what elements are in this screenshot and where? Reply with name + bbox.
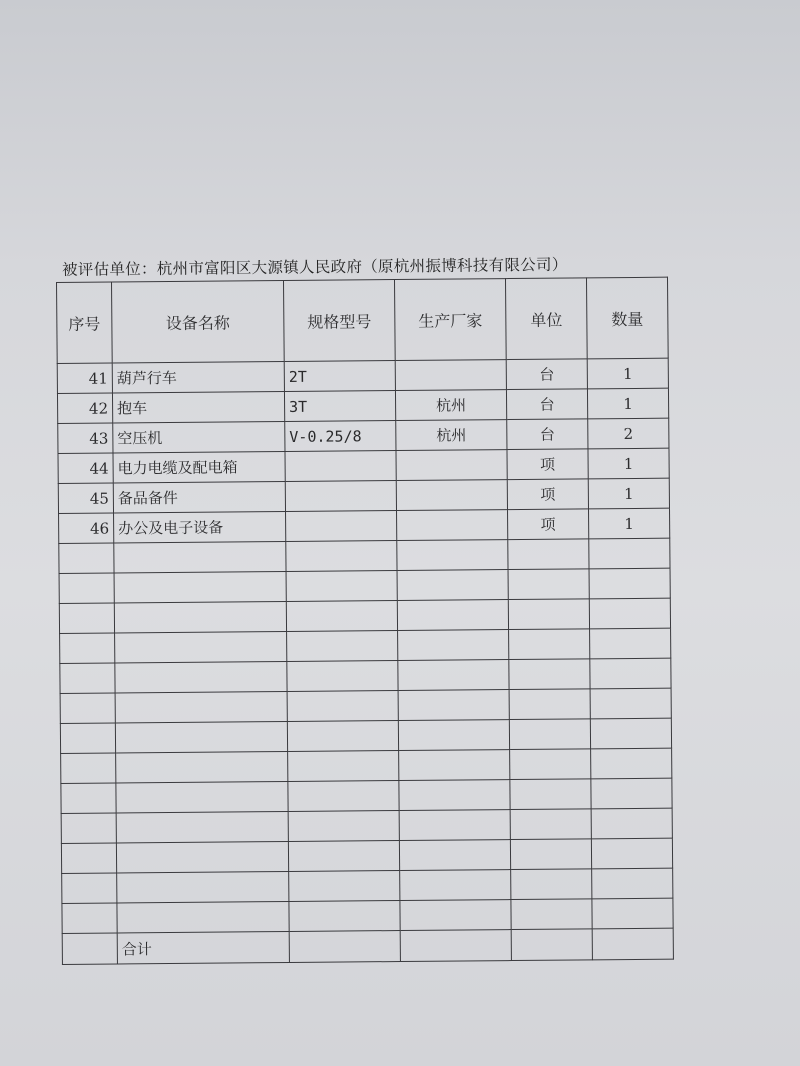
empty-cell (116, 841, 288, 872)
cell-no: 41 (57, 363, 112, 393)
empty-cell (61, 843, 116, 873)
empty-cell (286, 571, 397, 602)
empty-cell (509, 629, 590, 660)
cell-spec (285, 481, 396, 512)
cell-no: 44 (58, 453, 113, 483)
header-unit: 单位 (505, 278, 587, 360)
empty-cell (59, 603, 114, 633)
total-cell (592, 928, 673, 960)
total-cell (511, 929, 592, 961)
empty-cell (592, 868, 673, 899)
empty-cell (115, 721, 287, 752)
cell-unit: 台 (506, 359, 587, 390)
cell-spec: 2T (284, 361, 395, 392)
empty-cell (592, 898, 673, 929)
empty-cell (510, 839, 591, 870)
empty-cell (289, 871, 400, 902)
empty-cell (116, 811, 288, 842)
empty-cell (59, 543, 114, 573)
cell-no: 43 (58, 423, 113, 453)
header-manufacturer: 生产厂家 (394, 279, 506, 361)
cell-unit: 项 (507, 479, 588, 510)
empty-cell (510, 749, 591, 780)
total-label: 合计 (117, 931, 289, 963)
cell-manufacturer: 杭州 (396, 420, 507, 451)
empty-cell (115, 662, 287, 693)
empty-cell (397, 570, 508, 601)
cell-name: 抱车 (112, 392, 284, 423)
cell-no: 45 (58, 483, 113, 513)
cell-quantity: 1 (588, 448, 669, 479)
empty-cell (61, 753, 116, 783)
empty-cell (398, 630, 509, 661)
empty-cell (508, 569, 589, 600)
cell-name: 葫芦行车 (112, 362, 284, 393)
empty-cell (286, 601, 397, 632)
empty-cell (399, 810, 510, 841)
empty-cell (590, 628, 671, 659)
cell-quantity: 1 (588, 478, 669, 509)
empty-cell (509, 659, 590, 690)
empty-cell (117, 871, 289, 902)
empty-cell (397, 600, 508, 631)
total-row (62, 928, 673, 964)
empty-cell (400, 870, 511, 901)
cell-manufacturer: 杭州 (395, 390, 506, 421)
empty-cell (589, 568, 670, 599)
empty-cell (59, 573, 114, 603)
empty-cell (115, 691, 287, 722)
empty-cell (400, 900, 511, 931)
cell-name: 空压机 (113, 422, 285, 453)
empty-cell (114, 542, 286, 573)
empty-cell (62, 903, 117, 933)
empty-cell (287, 661, 398, 692)
empty-cell (590, 688, 671, 719)
cell-manufacturer (395, 360, 506, 391)
empty-cell (511, 869, 592, 900)
cell-no: 46 (59, 513, 114, 543)
empty-cell (60, 663, 115, 693)
empty-cell (286, 541, 397, 572)
empty-cell (288, 841, 399, 872)
empty-cell (589, 598, 670, 629)
empty-cell (589, 538, 670, 569)
empty-cell (508, 539, 589, 570)
empty-cell (117, 901, 289, 932)
empty-cell (591, 808, 672, 839)
empty-cell (60, 693, 115, 723)
empty-cell (510, 779, 591, 810)
empty-cell (398, 690, 509, 721)
empty-cell (288, 811, 399, 842)
cell-manufacturer (396, 480, 507, 511)
empty-cell (289, 901, 400, 932)
empty-cell (61, 813, 116, 843)
empty-cell (60, 633, 115, 663)
cell-quantity: 2 (588, 418, 669, 449)
empty-cell (287, 691, 398, 722)
empty-cell (288, 751, 399, 782)
empty-cell (287, 721, 398, 752)
empty-cell (591, 748, 672, 779)
header-name: 设备名称 (112, 281, 285, 363)
empty-cell (510, 809, 591, 840)
cell-spec: 3T (284, 391, 395, 422)
total-cell (400, 930, 511, 962)
header-spec: 规格型号 (283, 280, 395, 362)
empty-cell (115, 632, 287, 663)
empty-cell (508, 599, 589, 630)
cell-unit: 项 (508, 509, 589, 540)
evaluated-unit-line: 被评估单位：杭州市富阳区大源镇人民政府（原杭州振博科技有限公司） (61, 255, 568, 279)
empty-cell (399, 780, 510, 811)
table-container (56, 277, 674, 965)
table-header-row (57, 277, 669, 363)
cell-spec (286, 511, 397, 542)
header-no: 序号 (57, 282, 113, 363)
empty-cell (509, 719, 590, 750)
cell-quantity: 1 (587, 358, 668, 389)
empty-cell (590, 658, 671, 689)
cell-unit: 台 (506, 389, 587, 420)
empty-cell (61, 783, 116, 813)
cell-no: 42 (57, 393, 112, 423)
empty-cell (590, 718, 671, 749)
empty-cell (398, 720, 509, 751)
empty-cell (399, 840, 510, 871)
equipment-table (56, 277, 674, 965)
total-cell (289, 931, 400, 963)
cell-name: 备品备件 (113, 482, 285, 513)
cell-name: 办公及电子设备 (114, 512, 286, 543)
empty-cell (116, 781, 288, 812)
empty-cell (591, 838, 672, 869)
empty-cell (399, 750, 510, 781)
cell-unit: 台 (507, 419, 588, 450)
empty-cell (397, 540, 508, 571)
cell-quantity: 1 (587, 388, 668, 419)
empty-cell (511, 899, 592, 930)
empty-cell (114, 572, 286, 603)
empty-cell (114, 602, 286, 633)
cell-unit: 项 (507, 449, 588, 480)
cell-quantity: 1 (589, 508, 670, 539)
cell-name: 电力电缆及配电箱 (113, 452, 285, 483)
empty-cell (288, 781, 399, 812)
cell-spec: V-0.25/8 (285, 421, 396, 452)
header-quantity: 数量 (586, 277, 668, 359)
empty-cell (62, 873, 117, 903)
total-cell (62, 933, 117, 964)
empty-cell (116, 751, 288, 782)
cell-manufacturer (397, 510, 508, 541)
empty-cell (591, 778, 672, 809)
empty-cell (398, 660, 509, 691)
empty-cell (287, 631, 398, 662)
cell-spec (285, 451, 396, 482)
empty-cell (60, 723, 115, 753)
cell-manufacturer (396, 450, 507, 481)
empty-cell (509, 689, 590, 720)
